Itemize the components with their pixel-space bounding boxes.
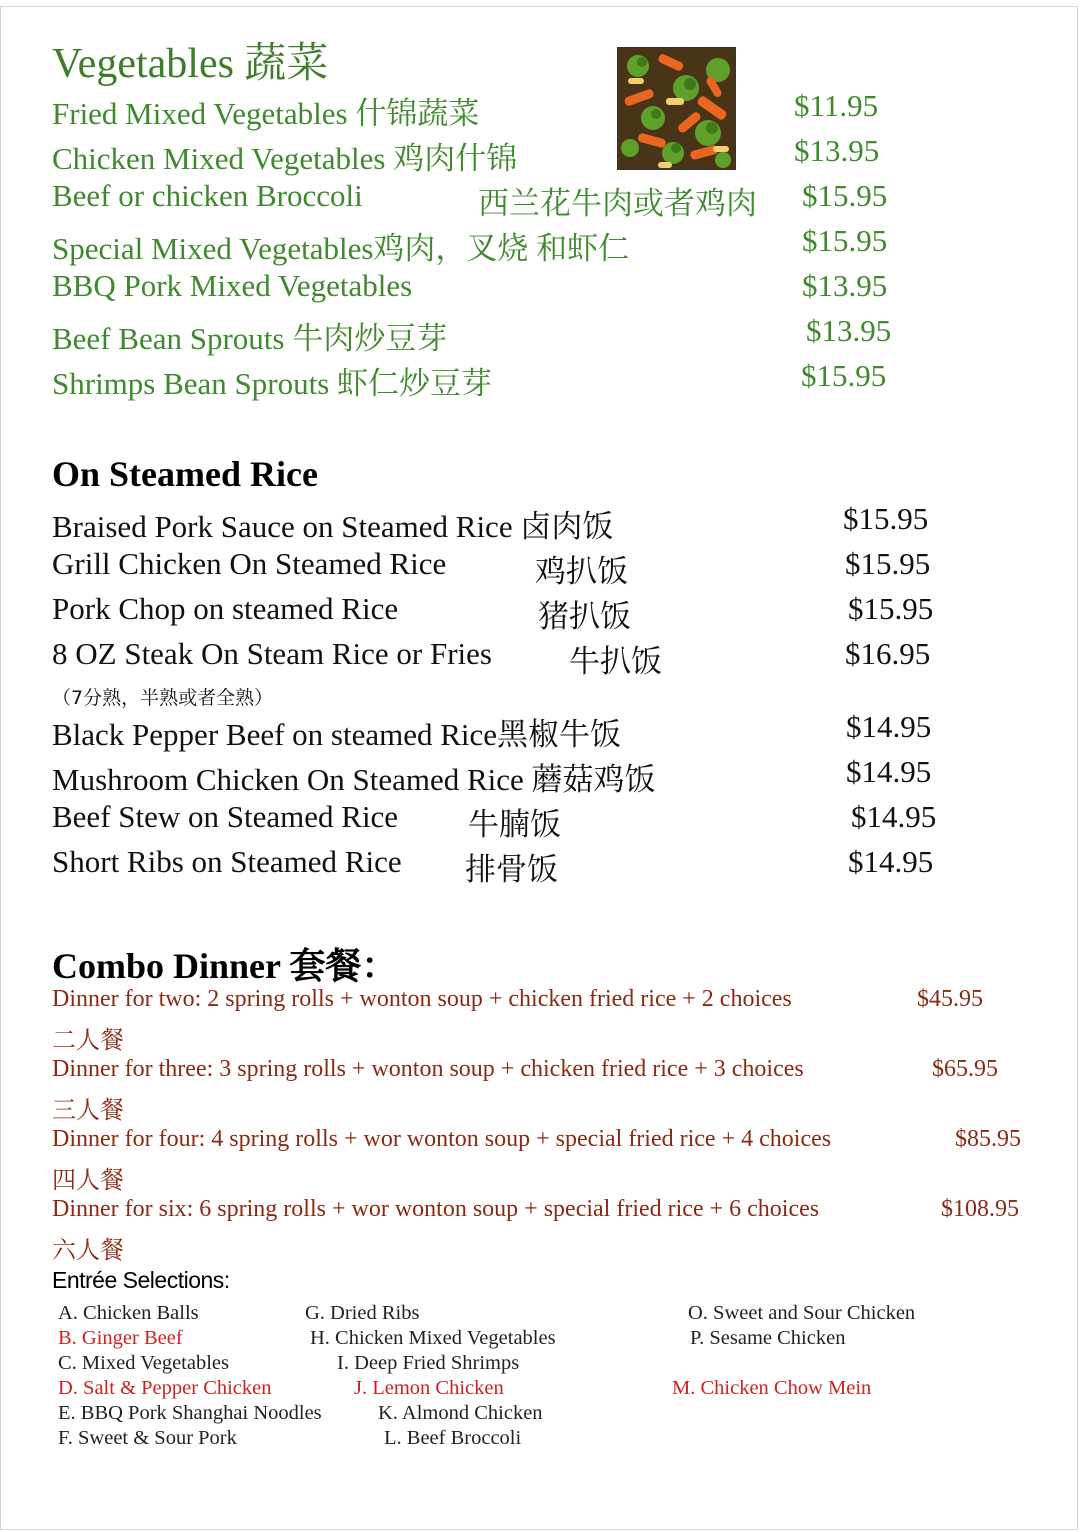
entree-item: P. Sesame Chicken [690,1327,846,1349]
rice-item-chinese: 鸡扒饭 [535,554,628,589]
entree-item: F. Sweet & Sour Pork [58,1427,237,1449]
veg-item-price: $11.95 [794,88,879,123]
rice-item-price: $15.95 [845,546,931,581]
rice-item-name: Pork Chop on steamed Rice [52,591,399,626]
rice-item-name: Braised Pork Sauce on Steamed Rice 卤肉饭 [52,509,614,544]
mixed-vegetables-photo [617,47,736,170]
combo-item-text: Dinner for three: 3 spring rolls + wonton soup + chicken fried rice + 3 choices [52,1056,804,1082]
veg-item-name: Beef or chicken Broccoli [52,178,363,213]
rice-item-price: $15.95 [843,501,929,536]
rice-item-price: $14.95 [846,709,932,744]
rice-item-price: $15.95 [848,591,934,626]
vegetables-title: Vegetables 蔬菜 [52,41,329,87]
combo-title: Combo Dinner 套餐： [52,946,398,986]
rice-item-chinese: 牛扒饭 [569,644,662,679]
veg-item-name: Special Mixed Vegetables鸡肉，叉烧 和虾仁 [52,231,630,266]
veg-item-price: $15.95 [801,358,887,393]
entree-item: C. Mixed Vegetables [58,1352,229,1374]
veg-item-price: $15.95 [802,223,888,258]
entree-item-highlighted: B. Ginger Beef [58,1327,183,1349]
rice-item-name: Grill Chicken On Steamed Rice [52,546,447,581]
combo-item-price: $85.95 [955,1126,1021,1152]
combo-item-price: $45.95 [917,986,983,1012]
veg-item-price: $13.95 [794,133,880,168]
veg-item-name: Chicken Mixed Vegetables 鸡肉什锦 [52,141,518,176]
rice-item-chinese: 排骨饭 [465,852,558,887]
rice-item-chinese: 猪扒饭 [538,599,631,634]
rice-item-price: $14.95 [848,844,934,879]
entree-item: A. Chicken Balls [58,1302,199,1324]
rice-item-chinese: 牛腩饭 [468,807,561,842]
combo-item-chinese: 六人餐 [52,1236,124,1264]
combo-item-price: $65.95 [932,1056,998,1082]
veg-item-name: Beef Bean Sprouts 牛肉炒豆芽 [52,321,448,356]
veg-item-name: Shrimps Bean Sprouts 虾仁炒豆芽 [52,366,493,401]
entree-item: O. Sweet and Sour Chicken [688,1302,916,1324]
veg-item-price: $13.95 [802,268,888,303]
entree-item: L. Beef Broccoli [384,1427,522,1449]
rice-item-name: Beef Stew on Steamed Rice [52,799,399,834]
rice-item-price: $14.95 [851,799,937,834]
steak-doneness-note: （7分熟，半熟或者全熟） [52,687,274,709]
rice-item-name: Mushroom Chicken On Steamed Rice 蘑菇鸡饭 [52,762,656,797]
entree-item-highlighted: J. Lemon Chicken [354,1377,504,1399]
combo-item-chinese: 四人餐 [52,1166,124,1194]
veg-item-chinese: 西兰花牛肉或者鸡肉 [478,186,757,221]
entree-item-highlighted: M. Chicken Chow Mein [672,1377,872,1399]
rice-item-name: Black Pepper Beef on steamed Rice黑椒牛饭 [52,717,622,752]
combo-item-text: Dinner for six: 6 spring rolls + wor wonton soup + special fried rice + 6 choices [52,1196,820,1222]
entree-item-highlighted: D. Salt & Pepper Chicken [58,1377,272,1399]
entree-item: E. BBQ Pork Shanghai Noodles [58,1402,322,1424]
rice-item-name: 8 OZ Steak On Steam Rice or Fries [52,636,492,671]
combo-item-chinese: 二人餐 [52,1026,124,1054]
veg-item-name: Fried Mixed Vegetables 什锦蔬菜 [52,96,480,131]
entree-item: H. Chicken Mixed Vegetables [310,1327,556,1349]
veg-item-price: $13.95 [806,313,892,348]
entree-selections-title: Entrée Selections: [52,1267,230,1293]
combo-item-text: Dinner for two: 2 spring rolls + wonton soup + chicken fried rice + 2 choices [52,986,792,1012]
veg-item-price: $15.95 [802,178,888,213]
combo-item-chinese: 三人餐 [52,1096,124,1124]
combo-item-price: $108.95 [941,1196,1019,1222]
veg-item-name: BBQ Pork Mixed Vegetables [52,268,413,303]
steamed-rice-title: On Steamed Rice [52,454,318,494]
entree-item: G. Dried Ribs [305,1302,420,1324]
entree-item: I. Deep Fried Shrimps [337,1352,520,1374]
combo-item-text: Dinner for four: 4 spring rolls + wor wonton soup + special fried rice + 4 choices [52,1126,832,1152]
rice-item-name: Short Ribs on Steamed Rice [52,844,402,879]
entree-item: K. Almond Chicken [378,1402,543,1424]
rice-item-price: $16.95 [845,636,931,671]
rice-item-price: $14.95 [846,754,932,789]
